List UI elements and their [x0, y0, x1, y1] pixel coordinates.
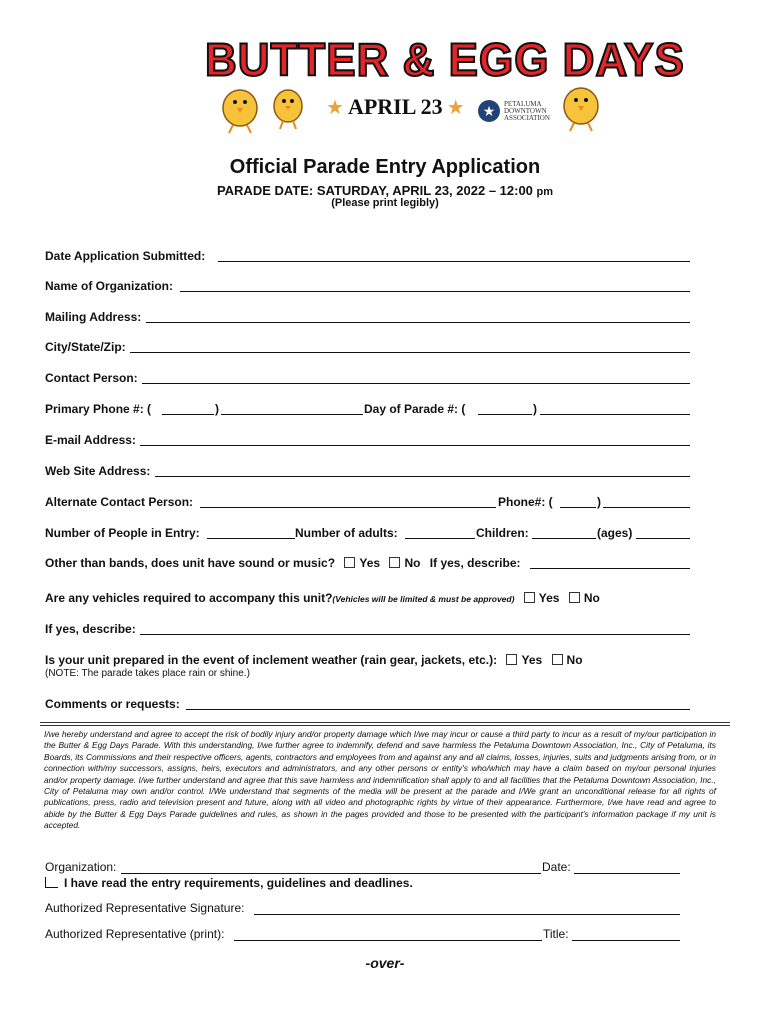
pda-star-icon: ★: [478, 100, 500, 122]
day-of-parade-label: Day of Parade #: (: [364, 402, 466, 416]
sound-describe-label: If yes, describe:: [429, 556, 521, 570]
day-phone-area-field[interactable]: [478, 414, 532, 415]
vehicles-describe-field[interactable]: [140, 634, 690, 635]
vehicles-describe-label: If yes, describe:: [45, 622, 136, 636]
star-icon: ★: [446, 96, 465, 119]
sound-yes-label: Yes: [359, 556, 381, 570]
date-label: Date:: [542, 860, 571, 874]
organization-label: Organization:: [45, 860, 117, 874]
middle-chick-icon: [268, 80, 308, 130]
alt-phone-label: Phone#: (: [498, 495, 553, 509]
weather-question: [45, 653, 583, 667]
left-chick-icon: [215, 80, 265, 134]
divider: [40, 722, 730, 723]
primary-phone-area-field[interactable]: [162, 414, 214, 415]
weather-no-label: No: [566, 653, 583, 667]
org-name-label: Name of Organization:: [45, 279, 174, 293]
website-label: Web Site Address:: [45, 464, 151, 478]
organization-field[interactable]: [121, 873, 541, 874]
auth-print-field[interactable]: [234, 940, 542, 941]
paren-close: ): [215, 402, 219, 416]
vehicles-no-checkbox[interactable]: [569, 592, 580, 603]
date-field[interactable]: [574, 873, 680, 874]
email-field[interactable]: [140, 445, 690, 446]
parade-date: [0, 183, 770, 198]
paren-close: ): [597, 495, 601, 509]
num-people-field[interactable]: [207, 538, 295, 539]
alt-contact-label: Alternate Contact Person:: [45, 495, 194, 509]
sound-describe-field[interactable]: [530, 568, 690, 569]
date-banner: [326, 94, 465, 120]
primary-phone-field[interactable]: [221, 414, 363, 415]
vehicles-question-text: Are any vehicles required to accompany this unit?: [45, 591, 333, 605]
parade-date-pm: pm: [536, 186, 554, 198]
sound-no-label: No: [404, 556, 421, 570]
sound-yes-checkbox[interactable]: [344, 557, 355, 568]
page-title: Official Parade Entry Application: [229, 156, 541, 178]
num-adults-label: Number of adults:: [295, 526, 398, 540]
vehicles-yes-label: Yes: [538, 591, 560, 605]
liability-waiver: I/we hereby understand and agree to accept the risk of bodily injury and/or property damage which I/we may incur or cause a third party to incur as a result of my/our participation in the Butter & Egg Days Parade. With this understanding, I/we further agree to indemnify, defend and save harmless the Petaluma Downtown Association, Inc., City of Petaluma, its Boards, its Commissions and their respective officers, agents, contractors and employees from and against any and all claims, losses, injuries, suits and judgments arising from, or in connection with/my successors, assigns, heirs, executors and administrators, and any other persons or entity's who/which may have a claim based on my/our personal injuries and/or property damage. I/we further understand and agree that this save harmless and indemnification shall apply to and all facilities that the Petaluma Downtown Association, Inc., City of Petaluma may own and/or control. I/We understand that segments of the media will be present at the parade and I/We grant an unconditional release for all rights of publications, press, radio and television present and future, along with all video and photographic rights by virtue of their appearance. Furthermore, I/we have read and agree to abide by the Butter & Egg Days Parade guidelines and rules, as shown in the pages provided and those to be presented with the participant's information package if my unit is accepted.: [44, 729, 716, 831]
weather-yes-label: Yes: [521, 653, 543, 667]
website-field[interactable]: [155, 476, 690, 477]
ages-label: (ages): [597, 526, 633, 540]
city-label: City/State/Zip:: [45, 340, 126, 354]
print-note: (Please print legibly): [331, 197, 439, 209]
day-phone-field[interactable]: [540, 414, 690, 415]
read-requirements-text: I have read the entry requirements, guidelines and deadlines.: [64, 876, 413, 890]
weather-note: (NOTE: The parade takes place rain or shine.): [45, 668, 250, 679]
children-label: Children:: [476, 526, 529, 540]
event-logo-title: BUTTER & EGG DAYS: [205, 34, 685, 87]
contact-field[interactable]: [142, 383, 690, 384]
mailing-field[interactable]: [146, 322, 690, 323]
vehicles-note: (Vehicles will be limited & must be approved): [332, 594, 515, 604]
sound-question: [45, 556, 521, 570]
auth-signature-field[interactable]: [254, 914, 680, 915]
pda-logo: [478, 100, 564, 122]
num-adults-field[interactable]: [405, 538, 475, 539]
alt-phone-area-field[interactable]: [560, 507, 596, 508]
sound-no-checkbox[interactable]: [389, 557, 400, 568]
weather-yes-checkbox[interactable]: [506, 654, 517, 665]
divider: [40, 725, 730, 726]
alt-contact-field[interactable]: [200, 507, 496, 508]
weather-question-text: Is your unit prepared in the event of inclement weather (rain gear, jackets, etc.):: [45, 653, 498, 667]
email-label: E-mail Address:: [45, 433, 136, 447]
title-field[interactable]: [572, 940, 680, 941]
date-submitted-field[interactable]: [218, 261, 690, 262]
primary-phone-label: Primary Phone #: (: [45, 402, 152, 416]
city-field[interactable]: [130, 352, 690, 353]
title-label: Title:: [543, 927, 569, 941]
parade-date-text: PARADE DATE: SATURDAY, APRIL 23, 2022 – 12:00: [216, 183, 533, 198]
org-name-field[interactable]: [180, 291, 690, 292]
weather-no-checkbox[interactable]: [552, 654, 563, 665]
pda-logo-text: PETALUMA DOWNTOWN ASSOCIATION: [504, 99, 550, 122]
read-requirements-checkbox[interactable]: [45, 877, 58, 888]
mailing-label: Mailing Address:: [45, 310, 142, 324]
ages-field[interactable]: [636, 538, 690, 539]
vehicles-yes-checkbox[interactable]: [524, 592, 535, 603]
auth-signature-label: Authorized Representative Signature:: [45, 901, 245, 915]
vehicles-question: [45, 591, 600, 605]
auth-print-label: Authorized Representative (print):: [45, 927, 225, 941]
over-note: -over-: [365, 955, 405, 971]
paren-close: ): [533, 402, 537, 416]
alt-phone-field[interactable]: [603, 507, 690, 508]
star-icon: ★: [326, 96, 344, 119]
banner-date: APRIL 23: [347, 94, 443, 119]
read-requirements: [45, 876, 413, 890]
sound-question-text: Other than bands, does unit have sound or music?: [45, 556, 336, 570]
comments-label: Comments or requests:: [45, 697, 180, 711]
contact-label: Contact Person:: [45, 371, 138, 385]
date-submitted-label: Date Application Submitted:: [45, 249, 206, 263]
children-field[interactable]: [532, 538, 596, 539]
num-people-label: Number of People in Entry:: [45, 526, 200, 540]
vehicles-no-label: No: [583, 591, 600, 605]
comments-field[interactable]: [186, 709, 690, 710]
